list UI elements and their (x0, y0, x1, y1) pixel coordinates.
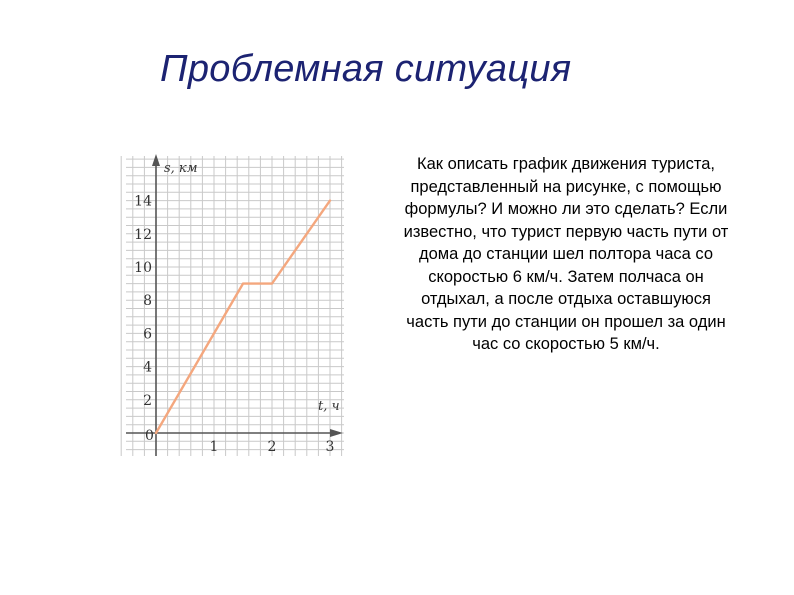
problem-description: Как описать график движения туриста, представленный на рисунке, с помощью формулы? И можно ли это сделать? Если известно, что турист первую часть пути от дома до станции шел полтора часа со скоростью 6 км/ч. Затем полчаса он отдыхал, а после отдыха оставшуюся часть пути до станции он прошел за один час со скоростью 5 км/ч. (403, 155, 729, 353)
y-axis-label: s, км (164, 161, 198, 176)
x-tick-label: 3 (325, 439, 335, 455)
y-tick-label: 8 (143, 293, 152, 310)
chart-tick-labels (134, 194, 334, 455)
y-tick-label: 6 (143, 326, 152, 343)
chart-grid (121, 156, 344, 456)
x-tick-label: 2 (267, 439, 277, 455)
y-tick-label: 4 (143, 359, 152, 376)
distance-time-chart (118, 150, 348, 462)
y-tick-label: 12 (134, 226, 152, 243)
y-tick-label: 14 (134, 193, 152, 210)
y-tick-label: 10 (134, 260, 152, 276)
x-axis-label: t, ч (318, 399, 340, 414)
y-tick-label: 2 (143, 392, 152, 409)
slide-title: Проблемная ситуация (160, 48, 572, 90)
chart-axes (126, 154, 343, 456)
y-axis-arrow (152, 154, 160, 166)
origin-label: 0 (145, 428, 154, 444)
x-axis-arrow (330, 429, 343, 437)
x-tick-label: 1 (209, 439, 219, 455)
